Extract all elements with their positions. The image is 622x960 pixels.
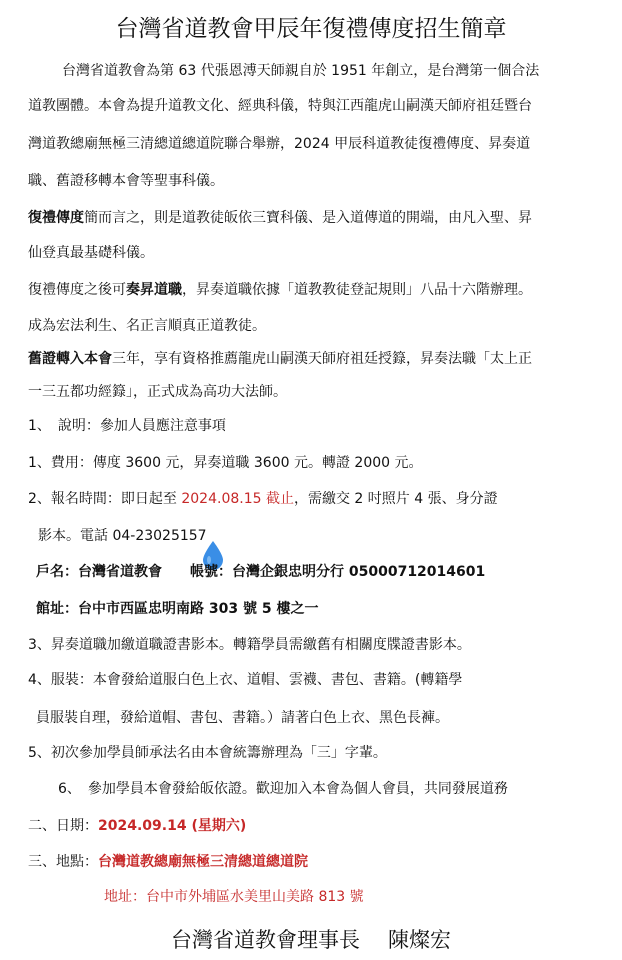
- shengzou-line-1: [28, 279, 532, 299]
- signup-line-1: [28, 488, 498, 508]
- transfer-text: 三年，享有資格推薦龍虎山嗣漢天師府祖廷授籙，昇奏法職「太上正: [112, 351, 532, 367]
- intro-line-4: 職、舊證移轉本會等聖事科儀。: [28, 173, 224, 189]
- transfer-line-2: 一三五都功經籙」，正式成為高功大法師。: [28, 384, 287, 400]
- item3: 3、昇奏道職加繳道職證書影本。轉籍學員需繳舊有相關度牒證書影本。: [28, 637, 471, 653]
- signature-footer: [0, 924, 622, 954]
- date-value: 2024.09.14 (星期六): [98, 818, 247, 834]
- signup-line-2: 影本。電話 04-23025157: [38, 528, 207, 544]
- item4-line-2: 員服裝自理，發給道帽、書包、書籍。）請著白色上衣、黑色長褲。: [36, 710, 449, 726]
- date-line: [28, 815, 246, 835]
- intro-line-2: 道教團體。本會為提升道教文化、經典科儀，特與江西龍虎山嗣漢天師府祖廷暨台: [28, 98, 532, 114]
- page-title: 台灣省道教會甲辰年復禮傳度招生簡章: [115, 16, 507, 42]
- fuli-text: 簡而言之，則是道教徒皈依三寶科儀、是入道傳道的開端，由凡入聖、昇: [84, 210, 532, 226]
- fee-item: 1、費用：傳度 3600 元，昇奏道職 3600 元。轉證 2000 元。: [28, 455, 423, 471]
- item6: 6、 參加學員本會發給皈依證。歡迎加入本會為個人會員，共同發展道務: [58, 781, 508, 797]
- account-name: 戶名：台灣省道教會: [36, 564, 162, 580]
- item5: 5、初次參加學員師承法名由本會統籌辦理為「三」字輩。: [28, 745, 387, 761]
- transfer-bold-term: 舊證轉入本會: [28, 351, 112, 367]
- account-line: [36, 561, 485, 581]
- signup-deadline: 2024.08.15 截止: [181, 491, 294, 507]
- chairman-name: 陳燦宏: [388, 928, 451, 952]
- transfer-line-1: [28, 348, 532, 368]
- fuli-bold-term: 復禮傳度: [28, 210, 84, 226]
- shengzou-line-2: 成為宏法利生、名正言順真正道教徒。: [28, 318, 266, 334]
- signup-pre: 2、報名時間：即日起至: [28, 491, 182, 507]
- fuli-line-2: 仙登真最基礎科儀。: [28, 245, 154, 261]
- signup-post: ，需繳交 2 吋照片 4 張、身分證: [293, 491, 498, 507]
- venue-value: 台灣道教總廟無極三清總道總道院: [98, 854, 308, 870]
- date-label: 二、日期：: [28, 818, 98, 834]
- account-number: 帳號：台灣企銀忠明分行 05000712014601: [190, 564, 486, 580]
- chairman-title: 台灣省道教會理事長: [171, 928, 360, 952]
- intro-line-1: 台灣省道教會為第 63 代張恩溥天師親自於 1951 年創立，是台灣第一個合法: [62, 63, 540, 79]
- fuli-line-1: [28, 207, 532, 227]
- venue-address: 地址：台中市外埔區水美里山美路 813 號: [104, 889, 364, 905]
- item1-header: 1、 說明：參加人員應注意事項: [28, 418, 226, 434]
- item4-line-1: 4、服裝：本會發給道服白色上衣、道帽、雲襪、書包、書籍。(轉籍學: [28, 672, 463, 688]
- venue-label: 三、地點：: [28, 854, 98, 870]
- shengzou-bold-term: 奏昇道職: [126, 282, 182, 298]
- intro-line-3: 灣道教總廟無極三清總道總道院聯合舉辦，2024 甲辰科道教徒復禮傳度、昇奏道: [28, 136, 531, 152]
- shengzou-post: ，昇奏道職依據「道教教徒登記規則」八品十六階辦理。: [182, 282, 532, 298]
- venue-line: [28, 851, 308, 871]
- office-address: 館址：台中市西區忠明南路 303 號 5 樓之一: [36, 601, 319, 617]
- shengzou-pre: 復禮傳度之後可: [28, 282, 126, 298]
